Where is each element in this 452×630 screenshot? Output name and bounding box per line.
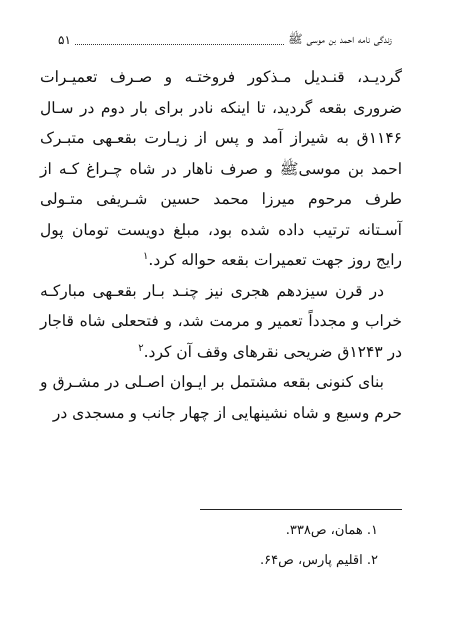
header-leader-dots: [75, 35, 284, 45]
book-title: زندگی نامه احمد بن موسی ﷺ: [288, 31, 392, 46]
page-number: ۵۱: [58, 33, 71, 47]
footnote-1: ۱. همان، ص۳۳۸.: [285, 523, 378, 538]
paragraph-1-text: گردیـد، قنـدیل مـذکور فروختـه و صـرف تعمیـرات ضروری بقعه گردید، تا اینکه نادر برای بار دوم در سـال ۱۱۴۶ق به شیراز آمد و پس از زیـارت بقعـهی متبـرک احمد بن موسیﷺ و صرف ناهار در شاه چـراغ کـه از طرف مرحوم میرزا محمد حسین شـریفی متـولی آسـتانه ترتیب داده شده بود، مبلغ دویست تومان پول رایج روز جهت تعمیرات بقعه حواله کرد.: [40, 68, 402, 269]
running-header: [58, 30, 392, 50]
paragraph-3: [40, 367, 402, 428]
paragraph-1: [40, 62, 402, 276]
paragraph-2-text: در قرن سیزدهم هجری نیز چنـد بـار بقعـهی مبارکـه خراب و مجدداً تعمیر و مرمت شد، و فتحعلی شاه قاجار در ۱۲۴۳ق ضریحی نقرهای وقف آن کرد.: [40, 281, 402, 361]
body-text: [40, 62, 402, 428]
footnote-ref-1: ۱: [143, 250, 149, 262]
footnote-ref-2: ۲: [138, 342, 144, 354]
paragraph-2: [40, 276, 402, 368]
paragraph-3-text: بنای کنونی بقعه مشتمل بر ایـوان اصـلی در مشـرق و حرم وسیع و شاه نشینهایی از چهار جانب و مسجدی در: [40, 373, 402, 422]
footnote-divider: [200, 509, 402, 510]
footnotes: [40, 516, 378, 576]
footnote-2: ۲. اقلیم پارس، ص۶۴.: [260, 553, 378, 568]
